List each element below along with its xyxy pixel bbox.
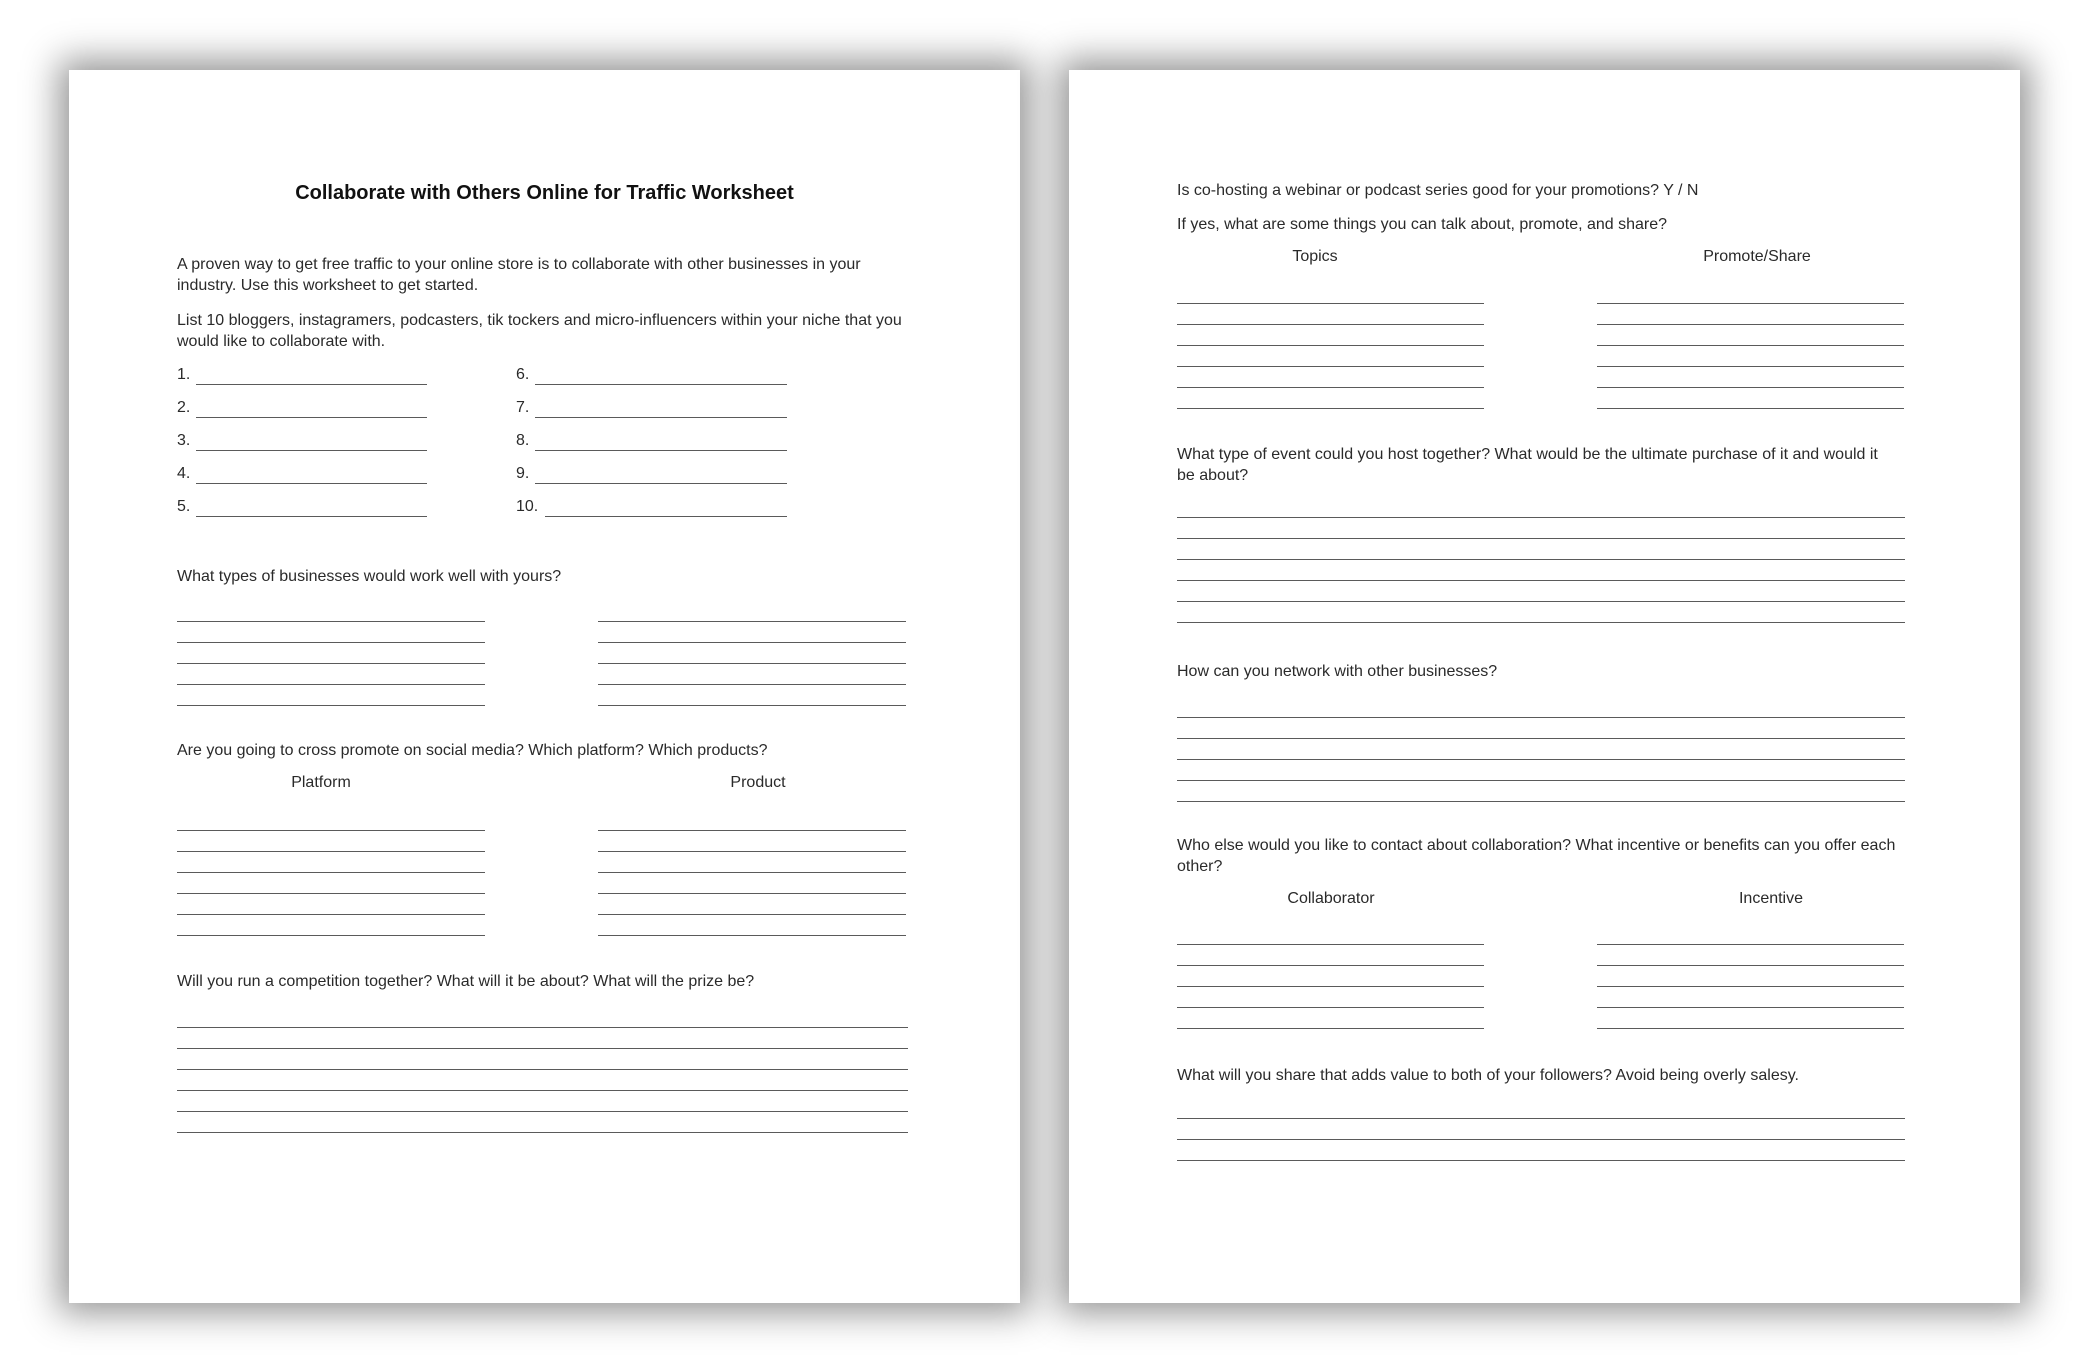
list-entry-line[interactable] [196, 516, 427, 517]
column-label-platform: Platform [291, 774, 351, 791]
answer-line[interactable] [1177, 538, 1905, 539]
answer-line[interactable] [177, 914, 485, 915]
list-number: 3. [177, 432, 191, 449]
list-entry-line[interactable] [535, 450, 787, 451]
answer-line[interactable] [598, 872, 906, 873]
answer-line[interactable] [177, 684, 485, 685]
column-label-promote-share: Promote/Share [1703, 248, 1811, 265]
worksheet-page-2 [1069, 70, 2020, 1303]
answer-line[interactable] [177, 642, 485, 643]
answer-line[interactable] [1597, 965, 1904, 966]
answer-line[interactable] [177, 830, 485, 831]
question-cohost-followup: If yes, what are some things you can talk about, promote, and share? [1177, 216, 1668, 233]
question-cross-promote: Are you going to cross promote on social media? Which platform? Which products? [177, 742, 768, 759]
answer-line[interactable] [1597, 387, 1904, 388]
answer-line[interactable] [1177, 965, 1484, 966]
list-number: 10. [516, 498, 539, 515]
answer-line[interactable] [598, 935, 906, 936]
list-prompt: List 10 bloggers, instagramers, podcasters, tik tockers and micro-influencers within your niche that you would like to collaborate with. [177, 312, 902, 350]
answer-line[interactable] [1177, 517, 1905, 518]
list-number: 1. [177, 366, 191, 383]
list-number: 9. [516, 465, 530, 482]
answer-line[interactable] [1177, 622, 1905, 623]
answer-line[interactable] [1177, 780, 1905, 781]
answer-line[interactable] [177, 1027, 908, 1028]
list-number: 5. [177, 498, 191, 515]
question-network: How can you network with other businesses? [1177, 663, 1498, 680]
list-number: 8. [516, 432, 530, 449]
list-entry-line[interactable] [196, 384, 427, 385]
question-share-value: What will you share that adds value to both of your followers? Avoid being overly salesy. [1177, 1067, 1799, 1084]
answer-line[interactable] [1177, 738, 1905, 739]
answer-line[interactable] [1177, 366, 1484, 367]
answer-line[interactable] [598, 663, 906, 664]
question-business-types: What types of businesses would work well with yours? [177, 568, 562, 585]
answer-line[interactable] [598, 914, 906, 915]
worksheet-title: Collaborate with Others Online for Traffic Worksheet [295, 182, 794, 204]
answer-line[interactable] [1597, 1028, 1904, 1029]
answer-line[interactable] [1177, 986, 1484, 987]
answer-line[interactable] [1177, 759, 1905, 760]
answer-line[interactable] [1177, 1160, 1905, 1161]
list-entry-line[interactable] [535, 417, 787, 418]
answer-line[interactable] [1177, 944, 1484, 945]
question-competition: Will you run a competition together? What will it be about? What will the prize be? [177, 973, 755, 990]
answer-line[interactable] [1597, 1007, 1904, 1008]
question-event: What type of event could you host together? What would be the ultimate purchase of it and would it be about? [1177, 446, 1878, 484]
answer-line[interactable] [1177, 303, 1484, 304]
answer-line[interactable] [1177, 1007, 1484, 1008]
answer-line[interactable] [1177, 1028, 1484, 1029]
list-entry-line[interactable] [196, 417, 427, 418]
answer-line[interactable] [1177, 580, 1905, 581]
column-label-incentive: Incentive [1738, 890, 1804, 907]
list-number: 2. [177, 399, 191, 416]
answer-line[interactable] [1597, 324, 1904, 325]
column-label-product: Product [730, 774, 786, 791]
answer-line[interactable] [1177, 601, 1905, 602]
list-entry-line[interactable] [545, 516, 787, 517]
list-number: 7. [516, 399, 530, 416]
answer-line[interactable] [177, 663, 485, 664]
list-entry-line[interactable] [196, 483, 427, 484]
answer-line[interactable] [598, 705, 906, 706]
answer-line[interactable] [598, 893, 906, 894]
answer-line[interactable] [1177, 324, 1484, 325]
answer-line[interactable] [177, 1111, 908, 1112]
answer-line[interactable] [1597, 986, 1904, 987]
answer-line[interactable] [1597, 408, 1904, 409]
answer-line[interactable] [1597, 944, 1904, 945]
answer-line[interactable] [598, 830, 906, 831]
answer-line[interactable] [177, 1090, 908, 1091]
answer-line[interactable] [177, 872, 485, 873]
answer-line[interactable] [1177, 345, 1484, 346]
answer-line[interactable] [1177, 387, 1484, 388]
question-contact: Who else would you like to contact about collaboration? What incentive or benefits can you offer each other? [1177, 837, 1896, 875]
answer-line[interactable] [177, 935, 485, 936]
list-entry-line[interactable] [196, 450, 427, 451]
answer-line[interactable] [1177, 717, 1905, 718]
answer-line[interactable] [1177, 801, 1905, 802]
column-label-collaborator: Collaborator [1287, 890, 1375, 907]
answer-line[interactable] [177, 1069, 908, 1070]
list-entry-line[interactable] [535, 483, 787, 484]
list-number: 6. [516, 366, 530, 383]
answer-line[interactable] [177, 893, 485, 894]
answer-line[interactable] [1597, 303, 1904, 304]
answer-line[interactable] [1597, 345, 1904, 346]
worksheet-page-1 [69, 70, 1020, 1303]
list-entry-line[interactable] [535, 384, 787, 385]
answer-line[interactable] [1597, 366, 1904, 367]
answer-line[interactable] [177, 621, 485, 622]
answer-line[interactable] [177, 851, 485, 852]
answer-line[interactable] [1177, 1139, 1905, 1140]
answer-line[interactable] [177, 1048, 908, 1049]
answer-line[interactable] [1177, 408, 1484, 409]
answer-line[interactable] [598, 851, 906, 852]
intro-paragraph: A proven way to get free traffic to your online store is to collaborate with other businesses in your industry. Use this worksheet to get started. [177, 256, 861, 294]
answer-line[interactable] [598, 642, 906, 643]
answer-line[interactable] [1177, 1118, 1905, 1119]
answer-line[interactable] [1177, 559, 1905, 560]
list-number: 4. [177, 465, 191, 482]
answer-line[interactable] [598, 684, 906, 685]
answer-line[interactable] [177, 1132, 908, 1133]
column-label-topics: Topics [1292, 248, 1338, 265]
answer-line[interactable] [177, 705, 485, 706]
answer-line[interactable] [598, 621, 906, 622]
question-cohost: Is co-hosting a webinar or podcast series good for your promotions? Y / N [1177, 182, 1699, 199]
